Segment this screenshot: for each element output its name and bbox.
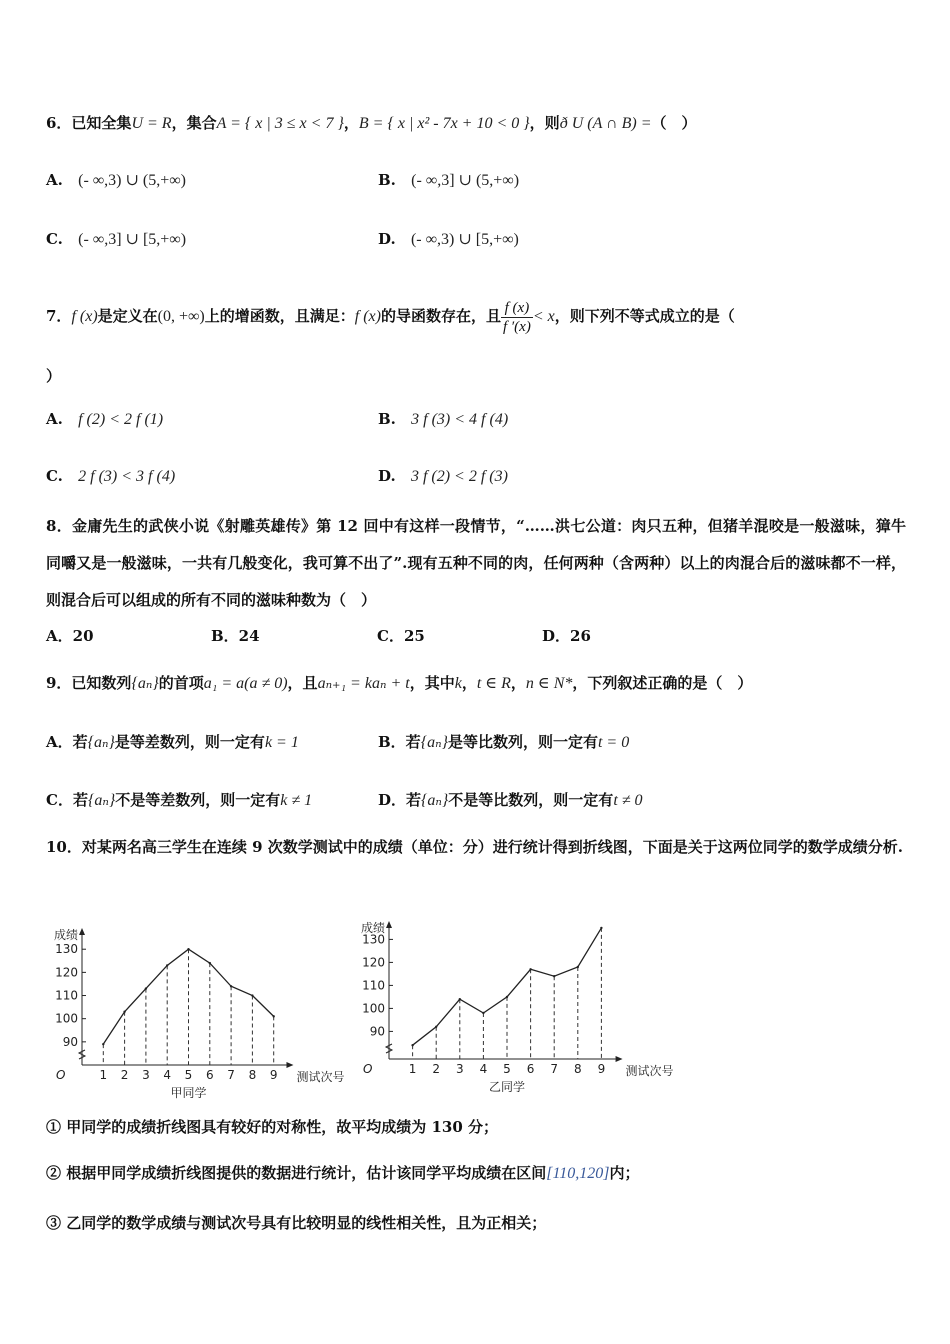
q8-option-b: B．24: [211, 627, 260, 645]
q6-option-a-label: A.: [46, 171, 63, 189]
q6-answer-paren: （ ）: [651, 114, 697, 132]
data-point: [600, 927, 602, 929]
x-tick-label: 7: [550, 1062, 559, 1076]
y-tick-label: 120: [362, 955, 385, 970]
chart-title: 乙同学: [488, 1080, 526, 1094]
q9-option-b: [378, 732, 629, 753]
q9-option-a-math: k = 1: [264, 734, 299, 751]
y-tick-label: 90: [369, 1024, 385, 1039]
origin-label: O: [56, 1068, 66, 1082]
q7-frac-denominator: f ′(x): [502, 318, 531, 335]
y-tick-label: 90: [62, 1034, 78, 1049]
q9-option-d-mid: 不是等比数列，则一定有: [448, 791, 614, 809]
q7-option-b: [378, 409, 508, 430]
q9-prefix: 9．已知数列: [46, 674, 132, 692]
q8-stem: 8．金庸先生的武侠小说《射雕英雄传》第 12 回中有这样一段情节，“……洪七公道：肉只五种，但猪羊混咬是一般滋味，獐牛同嚼又是一般滋味，一共有几般变化，我可算不出了”.现有五种不同的肉，任何两种（含两种）以上的肉混合后的滋味都不一样，则混合后可以组成的所有不同的滋味种数为（ ）: [46, 517, 906, 609]
y-axis-label: 成绩: [360, 921, 385, 935]
q6-option-d-text: (- ∞,3) ∪ [5,+∞): [410, 231, 519, 248]
x-tick-label: 3: [455, 1062, 464, 1076]
q7-fx-2: f (x): [354, 308, 381, 325]
data-point: [411, 1044, 413, 1046]
q6-option-a: [46, 170, 186, 191]
x-axis-label: 测试次号: [625, 1064, 674, 1078]
chart-jia: [40, 915, 360, 1100]
q7-option-c-text: 2 f (3) < 3 f (4): [78, 468, 176, 485]
data-point: [187, 948, 189, 950]
data-point: [230, 985, 232, 987]
q7-less-than-x: < x: [532, 308, 555, 325]
q9-option-d-math: t ≠ 0: [613, 792, 643, 809]
q10-statement-3: ③ 乙同学的数学成绩与测试次号具有比较明显的线性相关性，且为正相关；: [46, 1214, 547, 1232]
data-point: [123, 1011, 125, 1013]
q9-sequence: {aₙ}: [131, 675, 159, 692]
q9-option-b-math: t = 0: [597, 734, 630, 751]
q7-text-1: 是定义在: [97, 307, 158, 325]
q9-text-4: ，: [461, 674, 477, 692]
chart-title: 甲同学: [170, 1086, 207, 1100]
q6-set-b: B = { x | x² - 7x + 10 < 0 }: [358, 115, 530, 132]
q7-domain: (0, +∞): [157, 308, 205, 325]
q10-statement-1: ① 甲同学的成绩折线图具有较好的对称性，故平均成绩为 130 分；: [46, 1118, 498, 1136]
q9-option-b-label: B．若: [378, 733, 421, 751]
x-axis-arrow: [286, 1062, 293, 1068]
q9-text-6: ，下列叙述正确的是（ ）: [572, 674, 753, 692]
y-axis-arrow: [386, 921, 392, 928]
x-tick-label: 2: [432, 1062, 441, 1076]
q7-fraction: [501, 299, 533, 336]
data-point: [102, 1043, 104, 1045]
q7-frac-numerator: f (x): [501, 299, 533, 318]
q9-option-c-seq: {aₙ}: [87, 792, 116, 809]
x-tick-label: 5: [503, 1062, 511, 1076]
q6-option-a-text: (- ∞,3) ∪ (5,+∞): [78, 172, 186, 189]
data-point: [459, 998, 461, 1000]
q9-option-c: [46, 790, 312, 811]
q9-option-a-label: A．若: [46, 733, 88, 751]
x-tick-label: 8: [573, 1062, 582, 1076]
x-axis-label: 测试次号: [296, 1070, 345, 1084]
q7-option-b-label: B.: [378, 410, 396, 428]
y-tick-label: 110: [55, 988, 78, 1003]
x-tick-label: 2: [120, 1068, 129, 1082]
q6-option-d-label: D.: [378, 230, 396, 248]
y-axis-label: 成绩: [53, 928, 78, 942]
x-tick-label: 6: [205, 1068, 214, 1082]
q6-complement-expr: ð U (A ∩ B) =: [559, 115, 652, 132]
q9-text-3: ，其中: [409, 674, 455, 692]
x-tick-label: 1: [408, 1062, 417, 1076]
data-point: [251, 994, 253, 996]
q9-option-d-seq: {aₙ}: [421, 792, 449, 809]
q10-statement-2-post: 内；: [609, 1164, 640, 1182]
q9-recurrence: aₙ₊₁ = kaₙ + t: [317, 675, 410, 692]
q9-stem: [46, 673, 752, 694]
q7-text-3: 的导函数存在，且: [380, 307, 501, 325]
q7-option-b-text: 3 f (3) < 4 f (4): [411, 411, 509, 428]
origin-label: O: [363, 1062, 373, 1076]
q8-option-c: C．25: [377, 627, 425, 645]
data-point: [482, 1012, 484, 1014]
q9-option-d-label: D．若: [378, 791, 422, 809]
q10-statement-2-pre: ② 根据甲同学成绩折线图提供的数据进行统计，估计该同学平均成绩在区间: [46, 1164, 547, 1182]
q6-stem: [46, 113, 697, 134]
q6-option-c-text: (- ∞,3] ∪ [5,+∞): [78, 231, 187, 248]
q9-option-a-seq: {aₙ}: [87, 734, 115, 751]
q7-stem: [46, 296, 735, 337]
q6-universal-set: U = R: [131, 115, 172, 132]
q7-option-d-text: 3 f (2) < 2 f (3): [410, 468, 508, 485]
q9-option-d: [378, 790, 643, 811]
x-tick-label: 7: [227, 1068, 235, 1082]
x-tick-label: 9: [269, 1068, 278, 1082]
y-tick-label: 120: [55, 965, 78, 980]
q6-set-a: A = { x | 3 ≤ x < 7 }: [216, 115, 344, 132]
y-tick-label: 110: [362, 978, 385, 993]
y-tick-label: 130: [362, 932, 385, 947]
q9-k: k: [454, 675, 462, 692]
q7-option-a-text: f (2) < 2 f (1): [78, 411, 164, 428]
q10-statement-2: [46, 1163, 640, 1184]
data-point: [553, 975, 555, 977]
q9-option-a-mid: 是等差数列，则一定有: [114, 733, 265, 751]
q6-option-c-label: C.: [46, 230, 63, 248]
q8-option-d: D．26: [542, 627, 591, 645]
q6-prefix: 6．已知全集: [46, 114, 132, 132]
q7-option-c-label: C.: [46, 467, 63, 485]
q9-text-5: ，: [510, 674, 526, 692]
q9-option-c-label: C．若: [46, 791, 88, 809]
q6-mid-text: ，集合: [171, 114, 217, 132]
q6-option-b: [378, 170, 519, 191]
y-tick-label: 100: [55, 1011, 78, 1026]
q6-option-c: [46, 229, 186, 250]
axis-break: [386, 1044, 392, 1053]
q7-text-4: ，则下列不等式成立的是（: [554, 307, 735, 325]
x-axis-arrow: [616, 1056, 623, 1062]
y-axis-arrow: [79, 928, 85, 935]
y-tick-label: 100: [362, 1001, 385, 1016]
q6-option-b-text: (- ∞,3] ∪ (5,+∞): [411, 172, 520, 189]
chart-yi: [350, 908, 680, 1100]
q6-option-d: [378, 229, 519, 250]
x-tick-label: 5: [184, 1068, 193, 1082]
data-point: [273, 1015, 275, 1017]
x-tick-label: 1: [99, 1068, 108, 1082]
q7-fx: f (x): [71, 308, 98, 325]
q9-first-term: a₁ = a(a ≠ 0): [203, 675, 288, 692]
q9-option-c-math: k ≠ 1: [280, 792, 313, 809]
data-point: [506, 996, 508, 998]
q9-text-1: 的首项: [158, 674, 204, 692]
x-tick-label: 4: [163, 1068, 172, 1082]
q6-option-b-label: B.: [378, 171, 396, 189]
q9-t-in-r: t ∈ R: [476, 675, 511, 692]
q9-text-2: ，且: [287, 674, 318, 692]
x-tick-label: 8: [248, 1068, 257, 1082]
q7-prefix: 7．: [46, 307, 72, 325]
q7-option-c: [46, 466, 175, 487]
x-tick-label: 3: [142, 1068, 150, 1082]
q7-option-a: [46, 409, 163, 430]
q10-stem: 10．对某两名高三学生在连续 9 次数学测试中的成绩（单位：分）进行统计得到折线图，下面是关于这两位同学的数学成绩分析.: [46, 838, 903, 856]
q9-option-b-mid: 是等比数列，则一定有: [447, 733, 598, 751]
q7-text-2: 上的增函数，且满足：: [204, 307, 355, 325]
q7-option-d-label: D.: [378, 467, 396, 485]
q7-close-paren: ）: [46, 367, 62, 385]
q10-interval: [110,120]: [546, 1165, 610, 1182]
data-point: [577, 966, 579, 968]
q6-then-text: ，则: [529, 114, 560, 132]
data-point: [529, 968, 531, 970]
q6-separator: ，: [343, 114, 359, 132]
q9-option-b-seq: {aₙ}: [420, 734, 448, 751]
y-tick-label: 130: [55, 942, 78, 957]
q7-option-a-label: A.: [46, 410, 63, 428]
x-tick-label: 4: [479, 1062, 488, 1076]
x-tick-label: 6: [526, 1062, 535, 1076]
axis-break: [79, 1050, 85, 1059]
q7-option-d: [378, 466, 508, 487]
data-point: [209, 962, 211, 964]
q8-option-a: A．20: [46, 627, 94, 645]
q9-n-in-n: n ∈ N*: [525, 675, 573, 692]
q9-option-a: [46, 732, 299, 753]
x-tick-label: 9: [597, 1062, 606, 1076]
data-point: [435, 1026, 437, 1028]
q9-option-c-mid: 不是等差数列，则一定有: [115, 791, 281, 809]
data-point: [145, 987, 147, 989]
data-point: [166, 964, 168, 966]
